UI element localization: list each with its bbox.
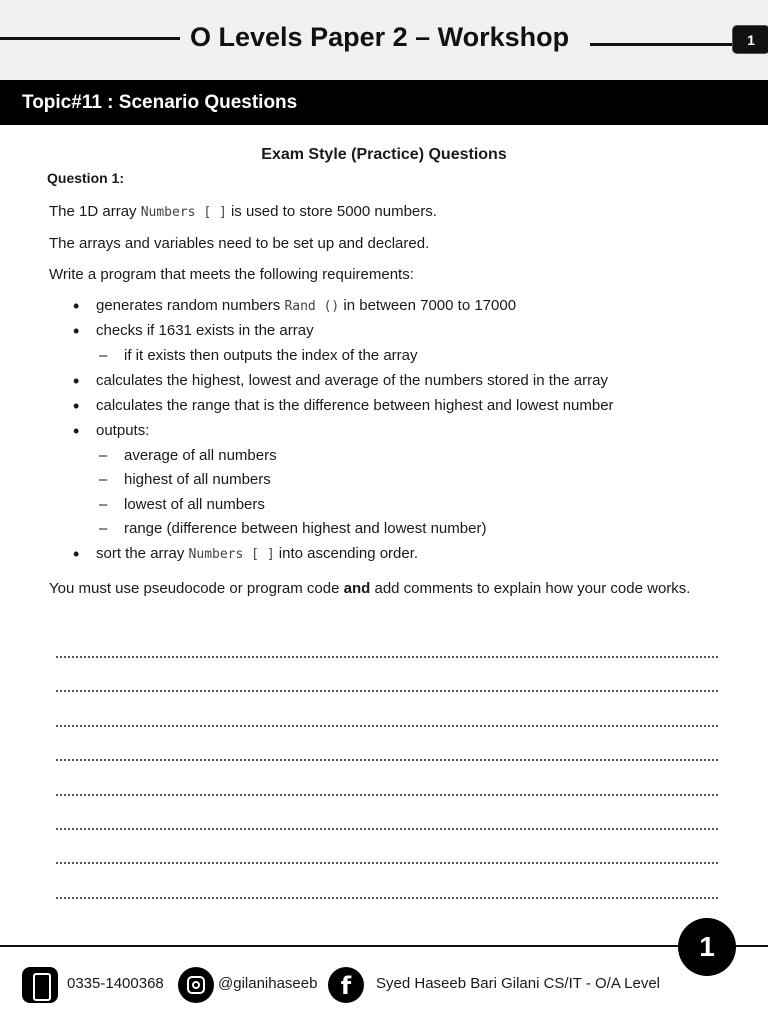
text: The 1D array — [49, 203, 141, 220]
answer-line[interactable] — [56, 830, 718, 864]
list-item: • outputs: — [49, 421, 725, 446]
requirements-list — [49, 371, 725, 446]
phone-icon — [22, 967, 58, 1003]
header-rule-left — [0, 37, 180, 40]
footer-rule — [0, 945, 768, 947]
footer — [0, 965, 768, 1005]
instructions — [49, 577, 725, 601]
page-number-circle: 1 — [678, 918, 736, 976]
text: generates random numbers — [96, 297, 285, 314]
sub-list-item: – range (difference between highest and lowest number) — [49, 519, 725, 544]
answer-line[interactable] — [56, 864, 718, 898]
list-item — [49, 296, 725, 321]
topic-banner: Topic#11 : Scenario Questions — [0, 80, 768, 125]
emphasis: and — [343, 579, 371, 597]
answer-line[interactable] — [56, 658, 718, 692]
list-item: • calculates the highest, lowest and average of the numbers stored in the array — [49, 371, 725, 396]
answer-line[interactable] — [56, 796, 718, 830]
sub-list-item: – if it exists then outputs the index of the array — [49, 346, 725, 371]
list-item — [49, 544, 725, 569]
sub-list-item: – highest of all numbers — [49, 470, 725, 495]
list-item: • calculates the range that is the difference between highest and lowest number — [49, 396, 725, 421]
question-line — [49, 202, 725, 223]
header-rule-right — [590, 43, 736, 46]
sub-list-item: – average of all numbers — [49, 446, 725, 471]
sub-list-item: – lowest of all numbers — [49, 495, 725, 520]
question-line: Write a program that meets the following requirements: — [49, 266, 414, 283]
text: add comments to explain how your code works. — [370, 579, 691, 597]
answer-area[interactable] — [56, 648, 718, 899]
question-label: Question 1: — [47, 170, 125, 186]
requirements-list — [49, 296, 725, 346]
section-title: Exam Style (Practice) Questions — [261, 146, 507, 163]
page-number-badge: 1 — [733, 26, 768, 53]
phone-number: 0335-1400368 — [67, 975, 164, 992]
text: in between 7000 to 17000 — [339, 297, 517, 314]
facebook-icon[interactable]: f — [328, 967, 364, 1003]
instagram-handle[interactable]: @gilanihaseeb — [218, 975, 318, 992]
requirements-list — [49, 544, 725, 569]
author-credit: Syed Haseeb Bari Gilani CS/IT - O/A Level — [376, 975, 661, 992]
answer-line[interactable] — [56, 727, 718, 761]
array-name: Numbers [ ] — [188, 546, 275, 562]
text: sort the array — [96, 544, 189, 562]
answer-line[interactable] — [56, 761, 718, 795]
question-body — [49, 202, 725, 601]
list-item: • checks if 1631 exists in the array — [49, 321, 725, 346]
instagram-icon[interactable] — [178, 967, 214, 1003]
text: You must use pseudocode or program code — [49, 579, 344, 597]
text: into ascending order. — [274, 544, 419, 562]
answer-line[interactable] — [56, 648, 718, 658]
function-name: Rand () — [284, 299, 340, 314]
sub-list — [49, 446, 725, 544]
question-line: The arrays and variables need to be set up and declared. — [49, 235, 430, 252]
array-name: Numbers [ ] — [140, 205, 227, 220]
answer-line[interactable] — [56, 692, 718, 726]
sub-list — [49, 346, 725, 371]
page-title: O Levels Paper 2 – Workshop — [190, 22, 570, 52]
text: is used to store 5000 numbers. — [226, 203, 437, 220]
